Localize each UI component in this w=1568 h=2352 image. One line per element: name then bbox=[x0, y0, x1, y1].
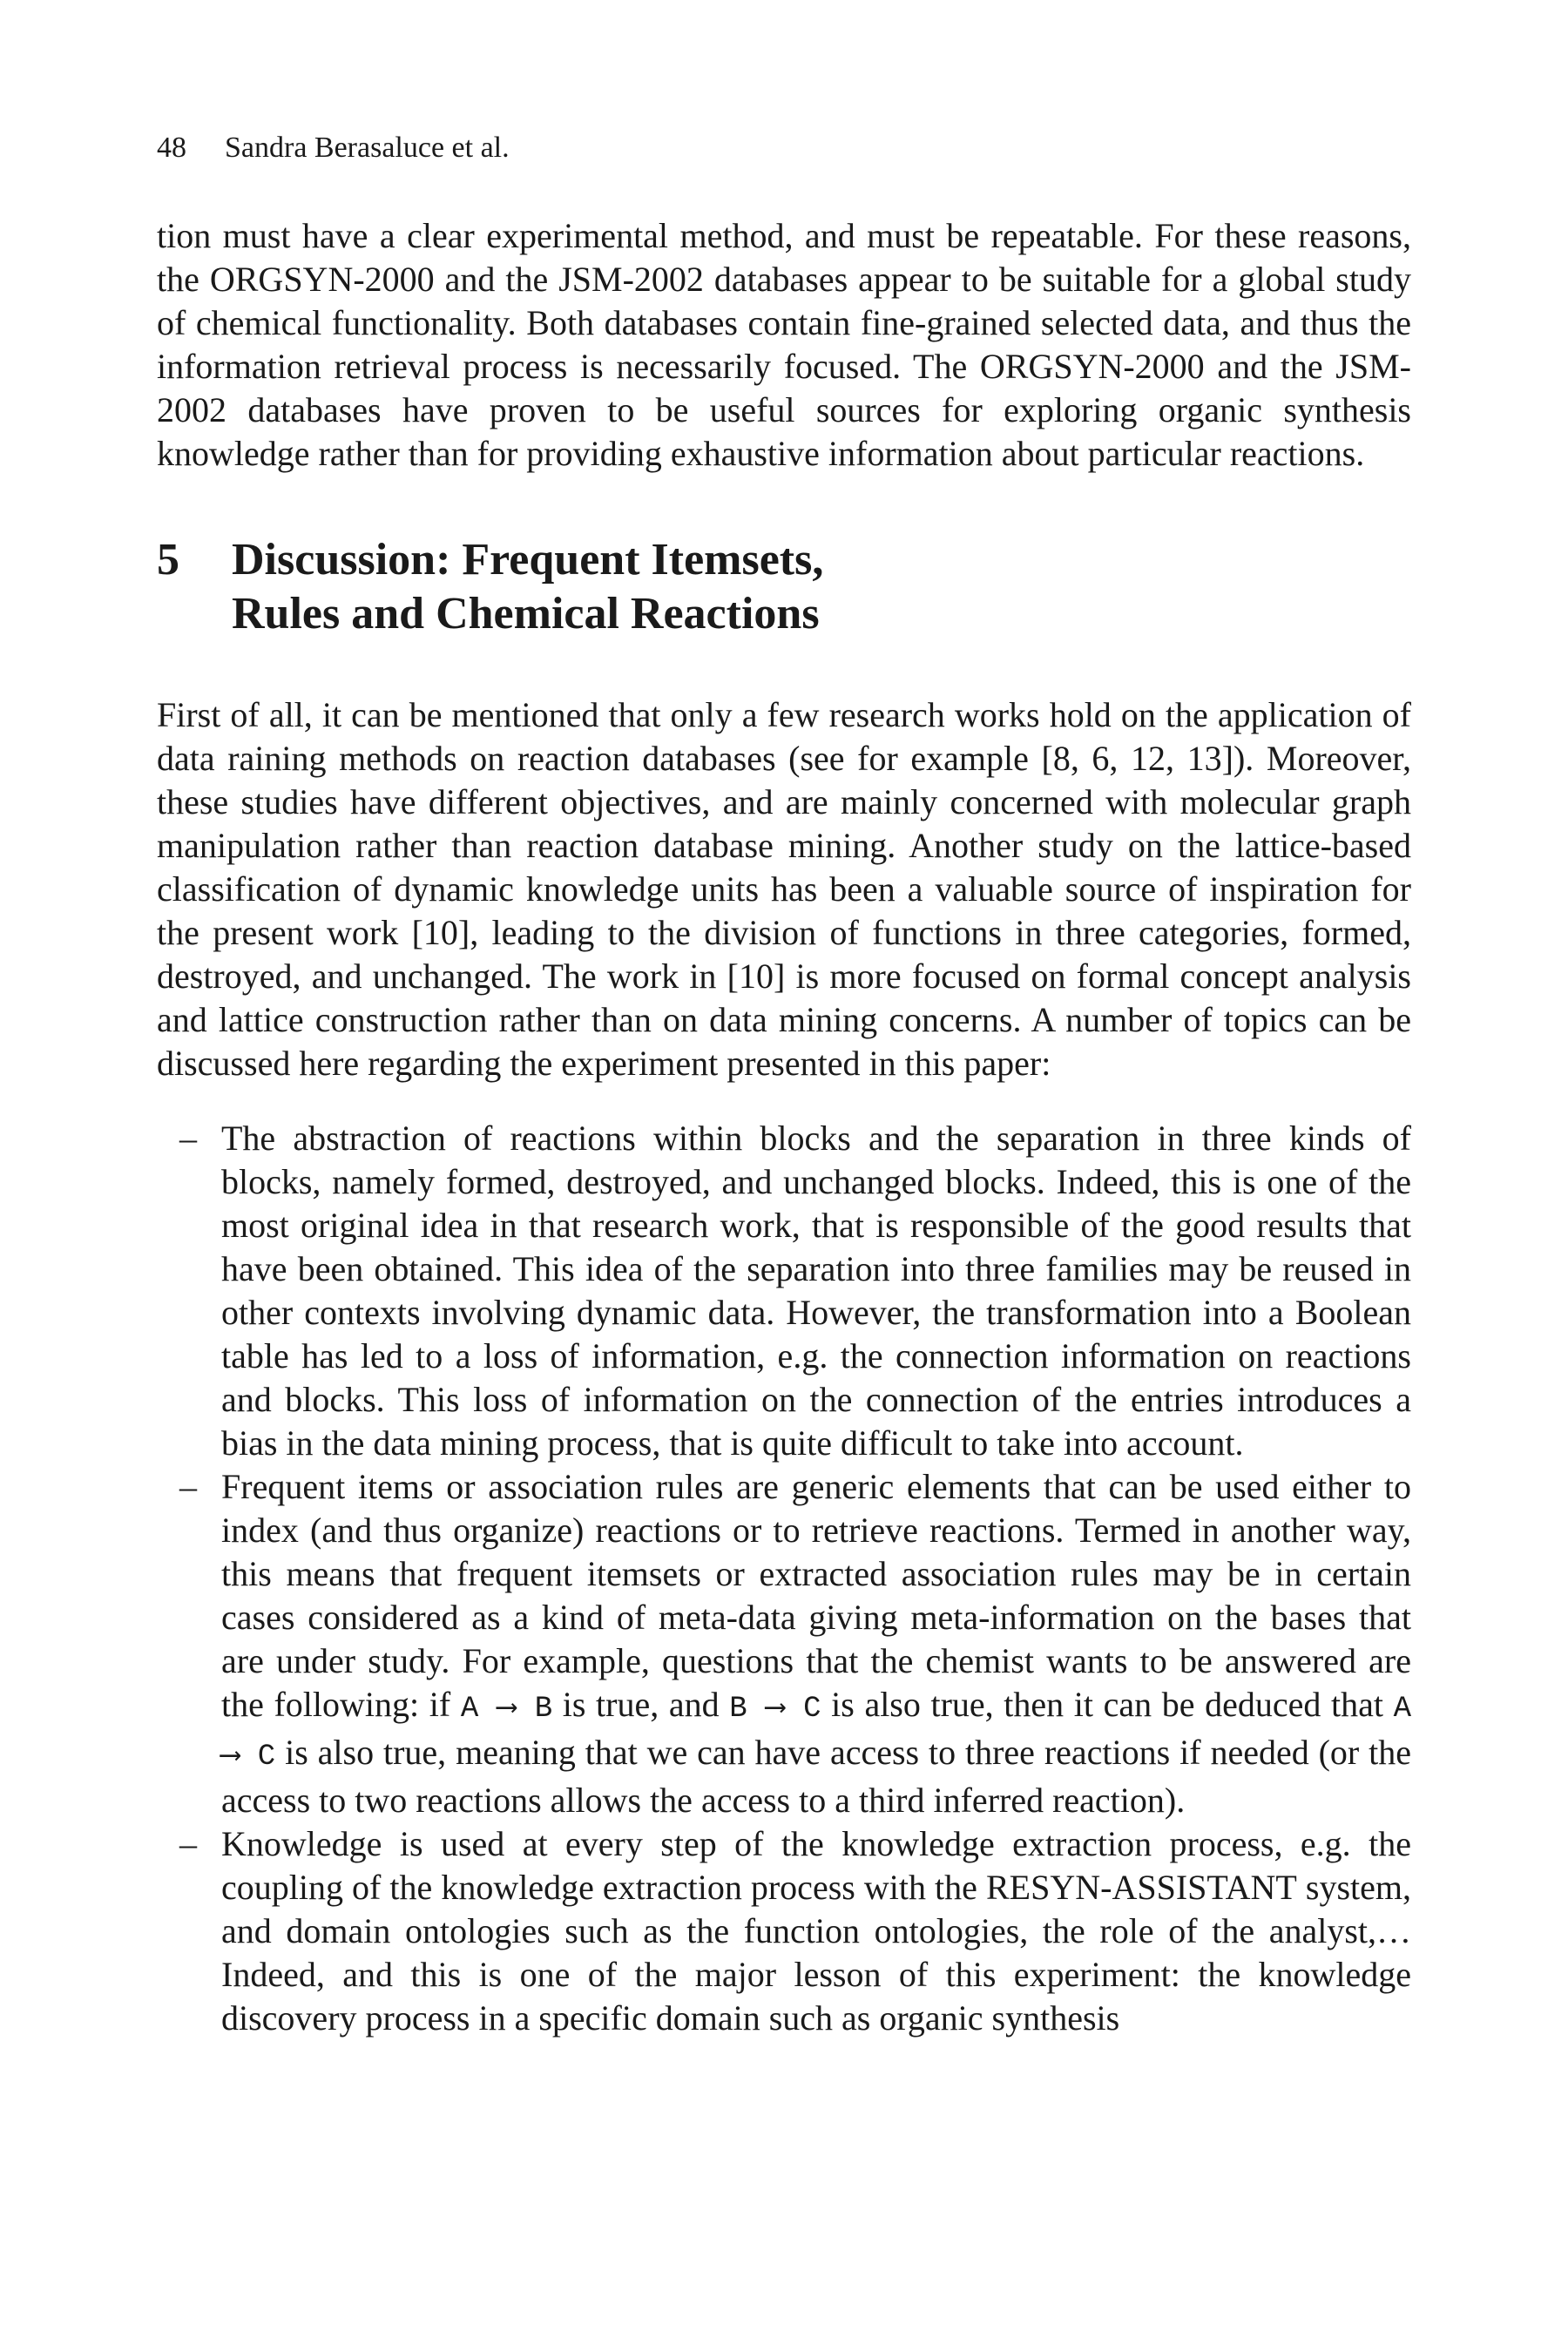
database-name: JSM-2002 bbox=[558, 260, 704, 299]
list-item-text: Knowledge is used at every step of the knowledge extraction process, e.g. the coupling of the knowledge extraction process with the bbox=[221, 1824, 1411, 1907]
section-title bbox=[232, 533, 1411, 641]
list-item bbox=[157, 1822, 1411, 2040]
reaction-rule: A ⟶ C bbox=[221, 1693, 1411, 1774]
database-name: ORGSYN-2000 bbox=[209, 260, 435, 299]
page-number: 48 bbox=[157, 132, 186, 164]
list-item bbox=[157, 1465, 1411, 1822]
list-item-text: is also true, then it can be deduced that bbox=[821, 1685, 1394, 1724]
intro-text: tion must have a clear experimental method, and must be repeatable. For these reasons, the bbox=[157, 216, 1411, 299]
list-item-text: is true, and bbox=[552, 1685, 730, 1724]
discussion-paragraph: First of all, it can be mentioned that only a few research works hold on the application of data raining methods on reaction databases (see for example [8, 6, 12, 13]). Moreover, these studies have different objectives, and are mainly concerned with molecular graph manipulation rather than reaction database mining. Another study on the lattice-based classification of dynamic knowledge units has been a valuable source of inspiration for the present work [10], leading to the division of functions in three categories, formed, destroyed, and unchanged. The work in [10] is more focused on formal concept analysis and lattice construction rather than on data mining concerns. A number of topics can be discussed here regarding the experiment presented in this paper: bbox=[157, 695, 1411, 1083]
reaction-rule: B ⟶ C bbox=[729, 1693, 821, 1726]
list-item-text: The abstraction of reactions within blocks and the separation in three kinds of blocks, namely formed, destroyed, and unchanged blocks. Indeed, this is one of the most original idea in that research work, that is responsible of the good results that have been obtained. This idea of the separation into three families may be reused in other contexts involving dynamic data. However, the transformation into a Boolean table has led to a loss of information, e.g. the connection information on reactions and blocks. This loss of information on the connection of the entries introduces a bias in the data mining process, that is quite difficult to take into account. bbox=[221, 1119, 1411, 1463]
list-item-text: is also true, meaning that we can have access to three reactions if needed (or the access to two reactions allows the access to a third inferred reaction). bbox=[221, 1733, 1412, 1820]
dash-bullet: – bbox=[179, 1119, 197, 1158]
dash-bullet: – bbox=[179, 1824, 197, 1863]
page bbox=[157, 131, 1411, 2040]
intro-text: databases have proven to be useful sources for exploring organic synthesis knowledge rather than for providing exhaustive information about particular reactions. bbox=[157, 390, 1411, 473]
discussion-list bbox=[157, 1117, 1411, 2040]
intro-paragraph bbox=[157, 214, 1411, 476]
reaction-rule: A ⟶ B bbox=[460, 1693, 553, 1726]
dash-bullet: – bbox=[179, 1467, 197, 1506]
list-item bbox=[157, 1117, 1411, 1465]
section-title-line-2: Rules and Chemical Reactions bbox=[232, 589, 820, 639]
system-name: RESYN-ASSISTANT bbox=[985, 1868, 1297, 1907]
running-head-authors: Sandra Berasaluce et al. bbox=[225, 132, 510, 164]
intro-text: and the bbox=[434, 260, 559, 299]
running-head bbox=[157, 131, 1411, 166]
list-item-text: system, and domain ontologies such as the function ontologies, the role of the analyst,…Indeed, and this is one of the major lesson of this experiment: the knowledge discovery process in a specific domain such as organic synthesis bbox=[221, 1868, 1411, 2038]
intro-text: databases appear to be suitable for a global study of chemical functionality. Both databases contain fine-grained selected data, and thus the information retrieval process is necessarily focused. The bbox=[157, 260, 1411, 386]
section-number: 5 bbox=[157, 535, 179, 585]
intro-text: and the bbox=[1204, 347, 1336, 386]
section-title-line-1: Discussion: Frequent Itemsets, bbox=[232, 535, 824, 585]
list-item-text: Frequent items or association rules are generic elements that can be used either to index (and thus organize) reactions or to retrieve reactions. Termed in another way, this means that frequent itemsets or extracted association rules may be in certain cases considered as a kind of meta-data giving meta-information on the bases that are under study. For example, questions that the chemist wants to be answered are the following: if bbox=[221, 1467, 1411, 1724]
database-name: JSM-2002 bbox=[157, 347, 1411, 429]
database-name: ORGSYN-2000 bbox=[979, 347, 1205, 386]
section-heading bbox=[157, 533, 1411, 641]
